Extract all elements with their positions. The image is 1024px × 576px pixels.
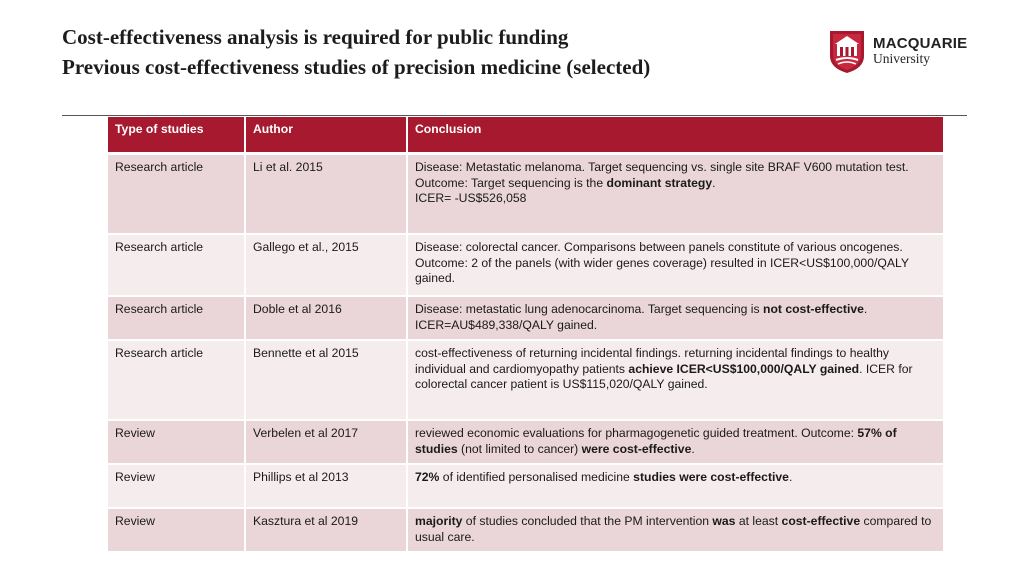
conclusion-line (415, 514, 936, 545)
logo-name: MACQUARIE (873, 35, 968, 52)
cell-type: Review (108, 421, 246, 465)
cell-author: Phillips et al 2013 (246, 465, 408, 509)
conclusion-text: cost-effectiveness of returning incidental findings. returning incidental findings to healthy individual and cardiomyopathy patients (415, 346, 890, 376)
conclusion-line (415, 176, 936, 192)
cell-type: Review (108, 509, 246, 553)
title-line-2: Previous cost-effectiveness studies of precision medicine (selected) (62, 55, 651, 79)
conclusion-text: . ICER for colorectal cancer patient is US$115,020/QALY gained. (415, 361, 913, 391)
conclusion-line (415, 426, 936, 457)
conclusion-text: Disease: Metastatic melanoma. Target sequencing vs. single site BRAF V600 mutation test. (415, 160, 909, 174)
cell-conclusion (408, 421, 943, 465)
cell-author: Doble et al 2016 (246, 297, 408, 341)
cell-conclusion (408, 341, 943, 421)
macquarie-logo (829, 30, 979, 76)
table-row (108, 421, 943, 465)
conclusion-emphasis: not cost-effective (763, 302, 864, 316)
cell-conclusion (408, 235, 943, 297)
conclusion-line (415, 346, 936, 393)
cell-author: Li et al. 2015 (246, 155, 408, 235)
conclusion-emphasis: dominant strategy (606, 175, 713, 190)
conclusion-text: ICER= -US$526,058 (415, 191, 527, 205)
conclusion-line (415, 256, 936, 287)
studies-table (108, 117, 943, 553)
conclusion-line (415, 191, 936, 207)
cell-type: Research article (108, 297, 246, 341)
title-line-1: Cost-effectiveness analysis is required for public funding (62, 25, 569, 49)
conclusion-emphasis: studies were cost-effective (633, 470, 789, 484)
page-title (62, 22, 802, 82)
conclusion-line (415, 240, 936, 256)
conclusion-text: Outcome: Target sequencing is the (415, 175, 607, 190)
cell-type: Research article (108, 235, 246, 297)
conclusion-text: ICER=AU$489,338/QALY gained. (415, 317, 598, 332)
cell-type: Review (108, 465, 246, 509)
conclusion-text: compared to usual care. (415, 514, 932, 544)
cell-conclusion (408, 155, 943, 235)
conclusion-text: of identified personalised medicine (439, 470, 634, 484)
table-row (108, 465, 943, 509)
conclusion-text: of studies concluded that the PM intervention (462, 514, 713, 528)
table-row (108, 509, 943, 553)
conclusion-emphasis: achieve ICER<US$100,000/QALY gained (628, 361, 860, 376)
university-crest-icon (829, 30, 865, 74)
conclusion-text: Outcome: 2 of the panels (with wider genes coverage) resulted in ICER<US$100,000/QALY gained. (415, 255, 909, 285)
conclusion-text: . (863, 302, 868, 316)
title-divider (62, 115, 967, 116)
conclusion-emphasis: 72% (415, 470, 440, 484)
cell-author: Gallego et al., 2015 (246, 235, 408, 297)
conclusion-line (415, 160, 936, 176)
conclusion-text: (not limited to cancer) (457, 441, 582, 456)
table-header-row (108, 117, 943, 155)
header-type-of-studies: Type of studies (108, 117, 246, 155)
conclusion-emphasis: was (712, 514, 736, 528)
cell-conclusion (408, 297, 943, 341)
conclusion-text: . (691, 441, 695, 456)
conclusion-emphasis: 57% of studies (415, 426, 897, 456)
conclusion-text: . (712, 175, 716, 190)
logo-sub: University (873, 51, 930, 66)
conclusion-line (415, 318, 936, 334)
header-conclusion: Conclusion (408, 117, 943, 155)
table-row (108, 155, 943, 235)
conclusion-text: Disease: metastatic lung adenocarcinoma. Target sequencing is (415, 302, 763, 316)
cell-type: Research article (108, 155, 246, 235)
cell-conclusion (408, 509, 943, 553)
conclusion-text: Disease: colorectal cancer. Comparisons between panels constitute of various oncogenes. (415, 240, 903, 254)
table-row (108, 341, 943, 421)
cell-author: Bennette et al 2015 (246, 341, 408, 421)
conclusion-emphasis: cost-effective (781, 514, 861, 528)
table-row (108, 297, 943, 341)
conclusion-line (415, 470, 936, 486)
conclusion-line (415, 302, 936, 318)
header-author: Author (246, 117, 408, 155)
cell-conclusion (408, 465, 943, 509)
table-row (108, 235, 943, 297)
cell-type: Research article (108, 341, 246, 421)
cell-author: Kasztura et al 2019 (246, 509, 408, 553)
conclusion-emphasis: majority (415, 514, 463, 528)
conclusion-text: . (788, 470, 793, 484)
conclusion-emphasis: were cost-effective (581, 441, 692, 456)
conclusion-text: reviewed economic evaluations for pharmagogenetic guided treatment. Outcome: (415, 426, 858, 440)
cell-author: Verbelen et al 2017 (246, 421, 408, 465)
conclusion-text: at least (735, 514, 782, 528)
